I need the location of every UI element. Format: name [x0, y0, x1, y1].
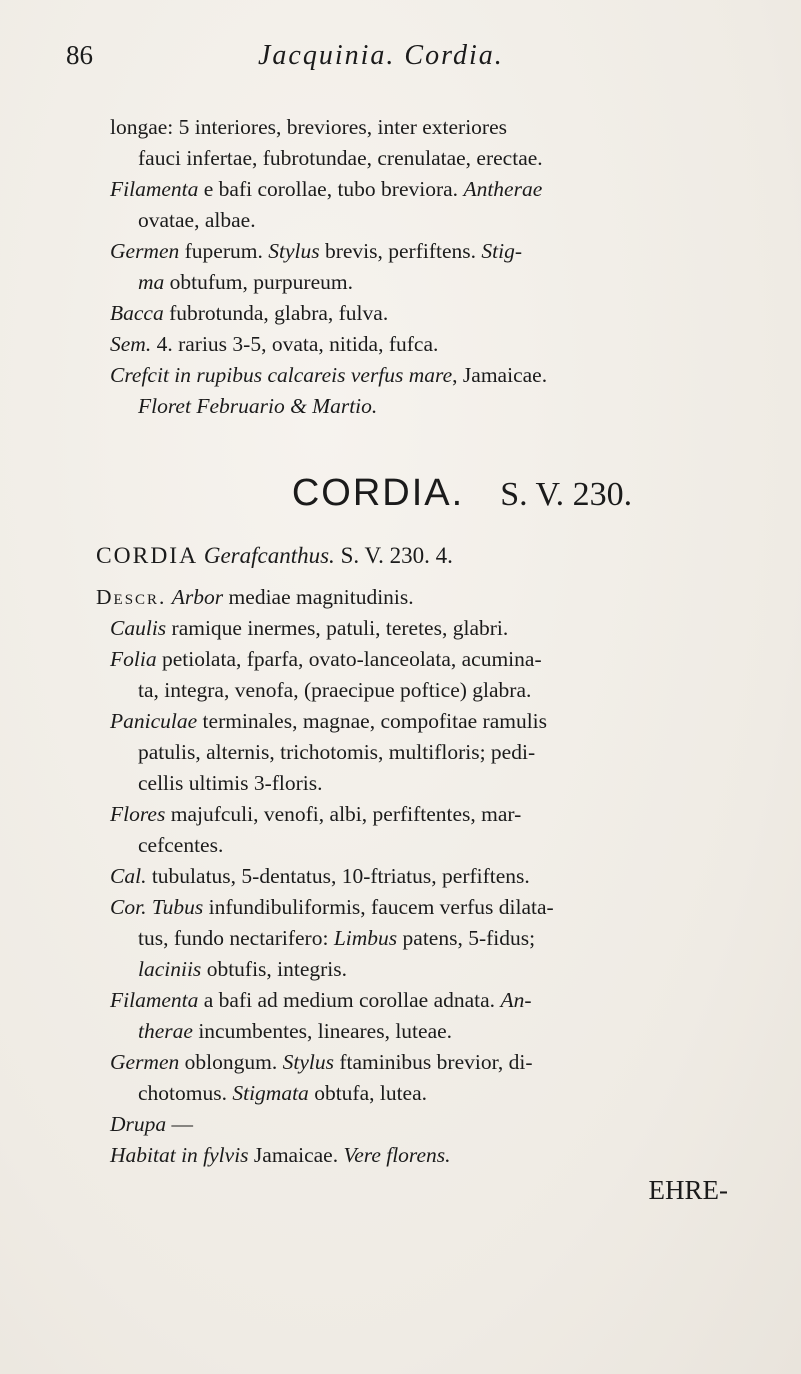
- text-run: obtufis, integris.: [201, 957, 348, 981]
- text-run: ta, integra, venofa, (praecipue poftice) glabra.: [138, 678, 532, 702]
- text-run: petiolata, fparfa, ovato-lanceolata, acumina-: [156, 647, 542, 671]
- text-line: [110, 644, 750, 675]
- text-run: patens, 5-fidus;: [397, 926, 536, 950]
- text-run: Germen: [110, 1050, 180, 1074]
- text-line: [110, 1047, 750, 1078]
- text-run: cellis ultimis 3-floris.: [138, 771, 323, 795]
- text-run: chotomus.: [138, 1081, 233, 1105]
- species-genus: CORDIA: [96, 543, 199, 569]
- text-run: Bacca: [110, 301, 164, 325]
- species-epithet: Gerafcanthus.: [203, 543, 335, 568]
- text-run: terminales, magnae, compofitae ramulis: [197, 709, 548, 733]
- text-run: mediae magnitudinis.: [223, 585, 414, 609]
- text-run: Antherae: [463, 177, 543, 201]
- text-run: tubulatus, 5-dentatus, 10-ftriatus, perfiftens.: [146, 864, 530, 888]
- text-line: [110, 768, 750, 799]
- text-run: fubrotunda, glabra, fulva.: [163, 301, 389, 325]
- text-line: [110, 1078, 750, 1109]
- text-run: obtufum, purpureum.: [164, 270, 353, 294]
- text-run: Stigmata: [232, 1081, 309, 1105]
- text-run: Limbus: [333, 926, 398, 950]
- text-run: Vere florens.: [343, 1143, 451, 1167]
- text-run: Jamaicae.: [248, 1143, 344, 1167]
- text-line: [110, 1140, 750, 1171]
- text-line: [110, 613, 750, 644]
- text-line: [110, 830, 750, 861]
- page-header: [66, 40, 741, 80]
- text-run: infundibuliformis, faucem verfus dilata-: [203, 895, 554, 919]
- text-line: [110, 112, 750, 143]
- text-run: laciniis: [138, 957, 202, 981]
- jacquinia-description-end: [110, 112, 750, 422]
- text-run: Cor.: [110, 895, 147, 919]
- text-run: patulis, alternis, trichotomis, multifloris; pedi-: [138, 740, 536, 764]
- text-line: [110, 706, 750, 737]
- text-run: cefcentes.: [138, 833, 224, 857]
- text-run: ma: [138, 270, 165, 294]
- text-run: brevis, perfiftens.: [319, 239, 482, 263]
- text-run: —: [166, 1112, 194, 1136]
- text-run: fauci infertae, fubrotundae, crenulatae, erectae.: [138, 146, 543, 170]
- text-run: Stig-: [481, 239, 522, 263]
- text-run: e bafi corollae, tubo breviora.: [198, 177, 464, 201]
- text-run: ftaminibus brevior, di-: [333, 1050, 533, 1074]
- section-title-name: CORDIA.: [291, 472, 465, 514]
- text-run: Arbor: [171, 585, 224, 609]
- text-line: [110, 360, 750, 391]
- text-run: Drupa: [110, 1112, 167, 1136]
- text-line: [110, 985, 750, 1016]
- species-ref: S. V. 230. 4.: [340, 543, 453, 568]
- text-run: An-: [500, 988, 532, 1012]
- text-line: [110, 923, 750, 954]
- text-run: Folia: [110, 647, 157, 671]
- text-line: [96, 582, 750, 613]
- text-line: [110, 298, 750, 329]
- text-run: longae: 5 interiores, breviores, inter exteriores: [110, 115, 508, 139]
- text-line: [110, 143, 750, 174]
- running-head: Jacquinia. Cordia.: [258, 40, 504, 71]
- text-run: Germen: [110, 239, 180, 263]
- text-line: [110, 329, 750, 360]
- section-title-ref: S. V. 230.: [500, 476, 633, 513]
- text-run: majufculi, venofi, albi, perfiftentes, mar-: [165, 802, 522, 826]
- text-run: 4. rarius 3-5, ovata, nitida, fufca.: [151, 332, 439, 356]
- text-line: [110, 174, 750, 205]
- text-line: [110, 954, 750, 985]
- text-line: [110, 391, 750, 422]
- page-text: [96, 112, 750, 1206]
- text-line: [110, 267, 750, 298]
- text-run: incumbentes, lineares, luteae.: [192, 1019, 453, 1043]
- text-run: Paniculae: [110, 709, 198, 733]
- text-run: Filamenta: [110, 177, 199, 201]
- text-line: [110, 861, 750, 892]
- text-run: obtufa, lutea.: [308, 1081, 428, 1105]
- text-line: [110, 799, 750, 830]
- text-run: ovatae, albae.: [138, 208, 256, 232]
- text-run: ramique inermes, patuli, teretes, glabri.: [166, 616, 509, 640]
- text-line: [110, 205, 750, 236]
- text-run: Cal.: [110, 864, 147, 888]
- text-run: therae: [138, 1019, 193, 1043]
- genus-section-title: [110, 472, 750, 514]
- text-line: [110, 236, 750, 267]
- catchword: EHRE-: [648, 1175, 728, 1205]
- text-run: oblongum.: [179, 1050, 283, 1074]
- text-run: fuperum.: [179, 239, 269, 263]
- text-run: Flores: [110, 802, 166, 826]
- text-line: [110, 892, 750, 923]
- page-number: 86: [66, 40, 93, 70]
- text-run: Tubus: [151, 895, 204, 919]
- text-run: Stylus: [268, 239, 320, 263]
- text-run: Caulis: [110, 616, 167, 640]
- text-run: Sem.: [110, 332, 152, 356]
- text-line: [110, 737, 750, 768]
- text-run: Floret Februario & Martio.: [138, 394, 378, 418]
- text-run: Filamenta: [110, 988, 199, 1012]
- text-run: Crefcit in rupibus calcareis verfus mare: [110, 363, 453, 387]
- text-line: [110, 1109, 750, 1140]
- text-line: [110, 675, 750, 706]
- text-run: a bafi ad medium corollae adnata.: [198, 988, 501, 1012]
- text-run: Habitat in fylvis: [110, 1143, 249, 1167]
- cordia-description: [96, 582, 750, 1171]
- text-line: [110, 1016, 750, 1047]
- text-run: Stylus: [282, 1050, 334, 1074]
- species-heading: [96, 540, 750, 572]
- text-run: tus, fundo nectarifero:: [138, 926, 334, 950]
- descr-label: Descr.: [96, 585, 167, 609]
- text-run: , Jamaicae.: [452, 363, 548, 387]
